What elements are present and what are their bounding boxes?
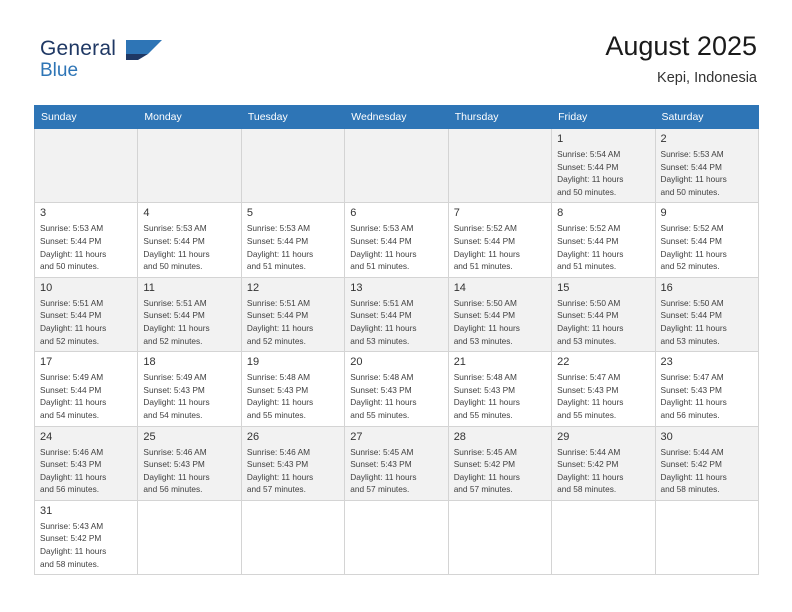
sunrise-text: Sunrise: 5:46 AM xyxy=(40,446,104,457)
day-sun-info xyxy=(247,371,339,421)
day-sun-info xyxy=(557,148,649,198)
page-title: August 2025 xyxy=(605,31,757,61)
daylight-text-line1: Daylight: 11 hours xyxy=(246,322,314,333)
calendar-day-cell[interactable] xyxy=(35,352,138,426)
weekday-header-thursday: Thursday xyxy=(448,106,551,129)
calendar-table xyxy=(34,105,759,575)
calendar-day-cell[interactable] xyxy=(138,203,241,277)
sunrise-text: Sunrise: 5:46 AM xyxy=(143,446,207,457)
calendar-day-cell[interactable] xyxy=(345,277,448,351)
calendar-day-cell[interactable] xyxy=(448,277,551,351)
sunrise-text: Sunrise: 5:53 AM xyxy=(40,223,104,234)
daylight-text-line1: Daylight: 11 hours xyxy=(350,471,417,482)
daylight-text-line1: Daylight: 11 hours xyxy=(660,174,727,185)
sunset-text: Sunset: 5:43 PM xyxy=(557,384,619,395)
sunrise-text: Sunrise: 5:47 AM xyxy=(660,372,724,383)
day-number: 27 xyxy=(350,430,363,443)
day-number: 30 xyxy=(660,430,673,443)
sunrise-text: Sunrise: 5:53 AM xyxy=(350,223,414,234)
day-sun-info xyxy=(40,222,132,272)
sunset-text: Sunset: 5:44 PM xyxy=(143,310,205,321)
calendar-week-row xyxy=(35,500,759,574)
daylight-text-line2: and 52 minutes. xyxy=(660,261,720,272)
day-number: 15 xyxy=(557,281,570,294)
day-sun-info xyxy=(454,446,546,496)
sunset-text: Sunset: 5:44 PM xyxy=(660,310,722,321)
sunset-text: Sunset: 5:44 PM xyxy=(350,310,412,321)
calendar-cell-empty xyxy=(138,129,241,203)
day-number: 5 xyxy=(246,207,253,220)
calendar-header-row xyxy=(35,106,759,129)
sunset-text: Sunset: 5:43 PM xyxy=(246,459,309,470)
sunset-text: Sunset: 5:42 PM xyxy=(453,459,516,470)
daylight-text-line2: and 52 minutes. xyxy=(246,335,306,346)
daylight-text-line2: and 56 minutes. xyxy=(143,484,203,495)
day-number: 9 xyxy=(660,207,667,220)
calendar-cell-empty xyxy=(345,129,448,203)
daylight-text-line2: and 55 minutes. xyxy=(453,409,513,420)
daylight-text-line1: Daylight: 11 hours xyxy=(557,471,624,482)
calendar-day-cell[interactable] xyxy=(35,426,138,500)
sunset-text: Sunset: 5:44 PM xyxy=(453,310,516,321)
sunset-text: Sunset: 5:42 PM xyxy=(557,459,619,470)
daylight-text-line2: and 51 minutes. xyxy=(557,261,617,272)
sunrise-text: Sunrise: 5:48 AM xyxy=(246,372,311,383)
daylight-text-line2: and 56 minutes. xyxy=(660,409,720,420)
sunset-text: Sunset: 5:44 PM xyxy=(557,235,619,246)
day-sun-info xyxy=(661,446,753,496)
sunset-text: Sunset: 5:44 PM xyxy=(557,161,619,172)
sunset-text: Sunset: 5:44 PM xyxy=(40,384,102,395)
sunset-text: Sunset: 5:43 PM xyxy=(246,384,309,395)
day-sun-info xyxy=(143,371,235,421)
daylight-text-line2: and 53 minutes. xyxy=(557,335,617,346)
sunrise-text: Sunrise: 5:47 AM xyxy=(557,372,621,383)
daylight-text-line1: Daylight: 11 hours xyxy=(660,248,727,259)
daylight-text-line2: and 53 minutes. xyxy=(660,335,720,346)
sunrise-text: Sunrise: 5:53 AM xyxy=(246,223,311,234)
day-number: 4 xyxy=(143,207,150,220)
weekday-header-friday: Friday xyxy=(552,106,655,129)
day-sun-info xyxy=(247,222,339,272)
daylight-text-line1: Daylight: 11 hours xyxy=(246,248,314,259)
daylight-text-line2: and 57 minutes. xyxy=(350,484,410,495)
day-sun-info xyxy=(661,148,753,198)
day-sun-info xyxy=(454,371,546,421)
day-sun-info xyxy=(557,222,649,272)
day-number: 8 xyxy=(557,207,564,220)
daylight-text-line1: Daylight: 11 hours xyxy=(143,471,210,482)
day-sun-info xyxy=(454,297,546,347)
day-sun-info xyxy=(40,371,132,421)
day-number: 11 xyxy=(143,281,155,294)
day-number: 24 xyxy=(40,430,53,443)
daylight-text-line1: Daylight: 11 hours xyxy=(660,471,727,482)
daylight-text-line1: Daylight: 11 hours xyxy=(246,471,314,482)
sunset-text: Sunset: 5:43 PM xyxy=(350,459,412,470)
sunrise-text: Sunrise: 5:54 AM xyxy=(557,149,621,159)
day-sun-info xyxy=(557,446,649,496)
daylight-text-line2: and 54 minutes. xyxy=(40,409,100,420)
day-sun-info xyxy=(350,297,442,347)
sunrise-text: Sunrise: 5:52 AM xyxy=(660,223,724,234)
sunset-text: Sunset: 5:43 PM xyxy=(453,384,516,395)
day-sun-info xyxy=(143,222,235,272)
day-sun-info xyxy=(350,371,442,421)
day-number: 31 xyxy=(40,504,53,517)
day-number: 26 xyxy=(246,430,260,443)
daylight-text-line1: Daylight: 11 hours xyxy=(350,248,417,259)
daylight-text-line2: and 52 minutes. xyxy=(40,335,100,346)
weekday-header-wednesday: Wednesday xyxy=(345,106,448,129)
sunrise-text: Sunrise: 5:44 AM xyxy=(557,446,621,457)
calendar-day-cell[interactable] xyxy=(345,426,448,500)
calendar-day-cell[interactable] xyxy=(241,203,344,277)
daylight-text-line2: and 50 minutes. xyxy=(143,261,203,272)
daylight-text-line1: Daylight: 11 hours xyxy=(40,397,107,408)
daylight-text-line1: Daylight: 11 hours xyxy=(660,322,727,333)
day-number: 20 xyxy=(350,356,363,369)
calendar-cell-empty xyxy=(35,129,138,203)
sunrise-text: Sunrise: 5:49 AM xyxy=(143,372,207,383)
calendar-cell-empty xyxy=(448,129,551,203)
sunset-text: Sunset: 5:44 PM xyxy=(246,310,309,321)
calendar-day-cell[interactable] xyxy=(35,277,138,351)
calendar-day-cell[interactable] xyxy=(655,426,758,500)
sunset-text: Sunset: 5:44 PM xyxy=(40,310,102,321)
sunrise-text: Sunrise: 5:48 AM xyxy=(350,372,414,383)
daylight-text-line1: Daylight: 11 hours xyxy=(143,397,210,408)
day-sun-info xyxy=(40,520,132,570)
sunset-text: Sunset: 5:44 PM xyxy=(350,235,412,246)
logo[interactable] xyxy=(40,38,190,90)
sunset-text: Sunset: 5:43 PM xyxy=(350,384,412,395)
sunrise-text: Sunrise: 5:50 AM xyxy=(660,297,724,308)
weekday-header-sunday: Sunday xyxy=(35,106,138,129)
calendar-week-row xyxy=(35,277,759,351)
weekday-header-monday: Monday xyxy=(138,106,241,129)
day-sun-info xyxy=(40,297,132,347)
sunset-text: Sunset: 5:42 PM xyxy=(660,459,722,470)
daylight-text-line2: and 53 minutes. xyxy=(350,335,410,346)
sunrise-text: Sunrise: 5:45 AM xyxy=(453,446,517,457)
day-sun-info xyxy=(143,446,235,496)
sunrise-text: Sunrise: 5:48 AM xyxy=(453,372,517,383)
logo-text-blue: Blue xyxy=(40,60,79,81)
daylight-text-line2: and 51 minutes. xyxy=(350,261,410,272)
sunset-text: Sunset: 5:44 PM xyxy=(246,235,309,246)
daylight-text-line1: Daylight: 11 hours xyxy=(453,397,520,408)
calendar-cell-empty xyxy=(552,500,655,574)
daylight-text-line1: Daylight: 11 hours xyxy=(350,397,417,408)
sunset-text: Sunset: 5:42 PM xyxy=(40,533,102,544)
calendar-day-cell[interactable] xyxy=(655,352,758,426)
page-header xyxy=(35,30,757,96)
daylight-text-line1: Daylight: 11 hours xyxy=(350,322,417,333)
calendar-cell-empty xyxy=(241,500,344,574)
sunrise-text: Sunrise: 5:49 AM xyxy=(40,372,104,383)
day-sun-info xyxy=(557,371,649,421)
day-sun-info xyxy=(40,446,132,496)
daylight-text-line1: Daylight: 11 hours xyxy=(40,546,107,557)
daylight-text-line1: Daylight: 11 hours xyxy=(246,397,314,408)
sunrise-text: Sunrise: 5:53 AM xyxy=(660,149,724,159)
daylight-text-line2: and 55 minutes. xyxy=(557,409,617,420)
day-sun-info xyxy=(350,446,442,496)
calendar-day-cell[interactable] xyxy=(448,352,551,426)
calendar-day-cell[interactable] xyxy=(241,426,344,500)
day-number: 21 xyxy=(453,356,466,369)
sunrise-text: Sunrise: 5:44 AM xyxy=(660,446,724,457)
calendar-day-cell[interactable] xyxy=(448,426,551,500)
day-number: 18 xyxy=(143,356,156,369)
sunrise-text: Sunrise: 5:51 AM xyxy=(143,297,207,308)
daylight-text-line1: Daylight: 11 hours xyxy=(40,248,107,259)
calendar-day-cell[interactable] xyxy=(655,129,758,203)
daylight-text-line1: Daylight: 11 hours xyxy=(143,322,210,333)
sunrise-text: Sunrise: 5:51 AM xyxy=(40,297,104,308)
calendar-day-cell[interactable] xyxy=(138,426,241,500)
day-sun-info xyxy=(557,297,649,347)
calendar-cell-empty xyxy=(345,500,448,574)
calendar-body xyxy=(35,129,759,575)
calendar-week-row xyxy=(35,203,759,277)
day-number: 16 xyxy=(660,281,673,294)
day-number: 19 xyxy=(246,356,260,369)
day-number: 2 xyxy=(660,133,667,145)
page-subtitle: Kepi, Indonesia xyxy=(657,70,757,86)
calendar-cell-empty xyxy=(655,500,758,574)
daylight-text-line1: Daylight: 11 hours xyxy=(557,397,624,408)
calendar-day-cell[interactable] xyxy=(655,277,758,351)
day-number: 13 xyxy=(350,281,363,294)
calendar-cell-empty xyxy=(138,500,241,574)
sunset-text: Sunset: 5:43 PM xyxy=(40,459,102,470)
calendar-day-cell[interactable] xyxy=(552,277,655,351)
sunset-text: Sunset: 5:43 PM xyxy=(143,459,205,470)
daylight-text-line2: and 55 minutes. xyxy=(350,409,410,420)
sunrise-text: Sunrise: 5:43 AM xyxy=(40,520,104,531)
calendar-day-cell[interactable] xyxy=(35,203,138,277)
flag-icon xyxy=(126,40,162,60)
calendar-week-row xyxy=(35,352,759,426)
calendar-day-cell[interactable] xyxy=(552,203,655,277)
daylight-text-line2: and 56 minutes. xyxy=(40,484,100,495)
calendar-day-cell[interactable] xyxy=(448,203,551,277)
day-sun-info xyxy=(454,222,546,272)
day-number: 7 xyxy=(453,207,460,220)
day-sun-info xyxy=(661,297,753,347)
daylight-text-line1: Daylight: 11 hours xyxy=(453,471,520,482)
daylight-text-line1: Daylight: 11 hours xyxy=(453,322,520,333)
daylight-text-line2: and 57 minutes. xyxy=(453,484,513,495)
daylight-text-line2: and 54 minutes. xyxy=(143,409,203,420)
sunset-text: Sunset: 5:44 PM xyxy=(143,235,205,246)
calendar-day-cell[interactable] xyxy=(241,277,344,351)
daylight-text-line2: and 50 minutes. xyxy=(557,186,617,197)
calendar-cell-empty xyxy=(241,129,344,203)
day-number: 14 xyxy=(453,281,466,294)
calendar-day-cell[interactable] xyxy=(655,203,758,277)
day-number: 25 xyxy=(143,430,156,443)
sunrise-text: Sunrise: 5:53 AM xyxy=(143,223,207,234)
daylight-text-line1: Daylight: 11 hours xyxy=(557,174,624,185)
calendar-week-row xyxy=(35,129,759,203)
day-sun-info xyxy=(661,371,753,421)
sunset-text: Sunset: 5:44 PM xyxy=(557,310,619,321)
daylight-text-line2: and 57 minutes. xyxy=(246,484,306,495)
sunset-text: Sunset: 5:44 PM xyxy=(453,235,516,246)
day-number: 23 xyxy=(660,356,673,369)
daylight-text-line1: Daylight: 11 hours xyxy=(453,248,520,259)
calendar-day-cell[interactable] xyxy=(552,426,655,500)
sunrise-text: Sunrise: 5:51 AM xyxy=(350,297,414,308)
daylight-text-line2: and 53 minutes. xyxy=(453,335,513,346)
sunrise-text: Sunrise: 5:45 AM xyxy=(350,446,414,457)
daylight-text-line1: Daylight: 11 hours xyxy=(660,397,727,408)
sunset-text: Sunset: 5:43 PM xyxy=(143,384,205,395)
calendar-day-cell[interactable] xyxy=(552,352,655,426)
daylight-text-line2: and 58 minutes. xyxy=(40,558,100,569)
day-sun-info xyxy=(143,297,235,347)
daylight-text-line1: Daylight: 11 hours xyxy=(40,322,107,333)
daylight-text-line1: Daylight: 11 hours xyxy=(40,471,107,482)
calendar-day-cell[interactable] xyxy=(345,203,448,277)
sunrise-text: Sunrise: 5:50 AM xyxy=(453,297,517,308)
day-sun-info xyxy=(247,297,339,347)
logo-text-general: General xyxy=(40,37,117,60)
sunrise-text: Sunrise: 5:52 AM xyxy=(453,223,517,234)
sunset-text: Sunset: 5:44 PM xyxy=(660,235,722,246)
daylight-text-line1: Daylight: 11 hours xyxy=(557,322,624,333)
daylight-text-line2: and 52 minutes. xyxy=(143,335,203,346)
daylight-text-line2: and 50 minutes. xyxy=(40,261,100,272)
sunset-text: Sunset: 5:44 PM xyxy=(660,161,722,172)
calendar-day-cell[interactable] xyxy=(138,277,241,351)
sunset-text: Sunset: 5:43 PM xyxy=(660,384,722,395)
calendar-day-cell[interactable] xyxy=(552,129,655,203)
title-block xyxy=(605,30,757,88)
sunset-text: Sunset: 5:44 PM xyxy=(40,235,102,246)
sunrise-text: Sunrise: 5:46 AM xyxy=(246,446,311,457)
daylight-text-line1: Daylight: 11 hours xyxy=(143,248,210,259)
daylight-text-line2: and 50 minutes. xyxy=(660,186,720,197)
calendar-day-cell[interactable] xyxy=(345,352,448,426)
day-number: 22 xyxy=(557,356,570,369)
weekday-header-tuesday: Tuesday xyxy=(241,106,344,129)
day-number: 3 xyxy=(40,207,47,220)
day-sun-info xyxy=(661,222,753,272)
daylight-text-line2: and 58 minutes. xyxy=(660,484,720,495)
day-sun-info xyxy=(350,222,442,272)
calendar-day-cell[interactable] xyxy=(138,352,241,426)
calendar-day-cell[interactable] xyxy=(241,352,344,426)
day-number: 1 xyxy=(557,133,564,145)
daylight-text-line2: and 51 minutes. xyxy=(453,261,513,272)
sunrise-text: Sunrise: 5:50 AM xyxy=(557,297,621,308)
calendar-day-cell[interactable] xyxy=(35,500,138,574)
sunrise-text: Sunrise: 5:51 AM xyxy=(246,297,311,308)
calendar-cell-empty xyxy=(448,500,551,574)
daylight-text-line1: Daylight: 11 hours xyxy=(557,248,624,259)
day-number: 10 xyxy=(40,281,53,294)
daylight-text-line2: and 51 minutes. xyxy=(246,261,306,272)
weekday-header-saturday: Saturday xyxy=(655,106,758,129)
day-number: 12 xyxy=(246,281,260,294)
calendar-week-row xyxy=(35,426,759,500)
day-number: 29 xyxy=(557,430,570,443)
daylight-text-line2: and 55 minutes. xyxy=(246,409,306,420)
daylight-text-line2: and 58 minutes. xyxy=(557,484,617,495)
day-number: 17 xyxy=(40,356,53,369)
day-number: 6 xyxy=(350,207,357,220)
sunrise-text: Sunrise: 5:52 AM xyxy=(557,223,621,234)
day-sun-info xyxy=(247,446,339,496)
day-number: 28 xyxy=(453,430,466,443)
